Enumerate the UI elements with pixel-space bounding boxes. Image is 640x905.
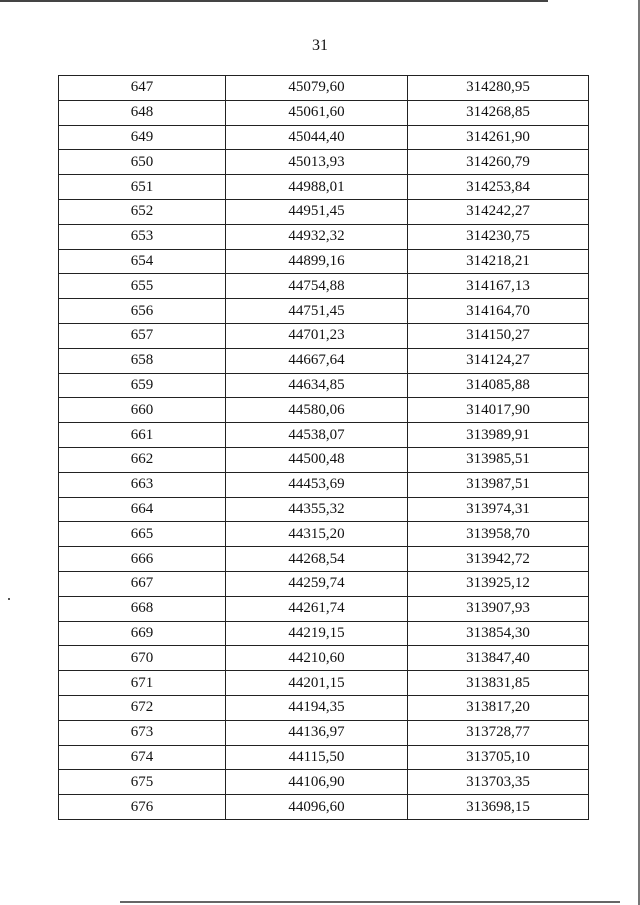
point-number-cell: 655 (59, 274, 226, 299)
x-coordinate-cell: 44701,23 (226, 323, 408, 348)
x-coordinate-cell: 44106,90 (226, 770, 408, 795)
point-number-cell: 667 (59, 571, 226, 596)
point-number-cell: 656 (59, 299, 226, 324)
table-row (59, 274, 589, 299)
x-coordinate-cell: 44453,69 (226, 472, 408, 497)
table-row (59, 795, 589, 820)
x-coordinate-cell: 44115,50 (226, 745, 408, 770)
point-number-cell: 654 (59, 249, 226, 274)
table-row (59, 249, 589, 274)
table-row (59, 770, 589, 795)
table-row (59, 497, 589, 522)
table-row (59, 621, 589, 646)
point-number-cell: 674 (59, 745, 226, 770)
table-row (59, 695, 589, 720)
x-coordinate-cell: 45044,40 (226, 125, 408, 150)
y-coordinate-cell: 313987,51 (408, 472, 589, 497)
y-coordinate-cell: 314268,85 (408, 100, 589, 125)
x-coordinate-cell: 44268,54 (226, 547, 408, 572)
y-coordinate-cell: 313942,72 (408, 547, 589, 572)
table-row (59, 150, 589, 175)
x-coordinate-cell: 44988,01 (226, 175, 408, 200)
coordinates-table (58, 75, 589, 820)
x-coordinate-cell: 44201,15 (226, 671, 408, 696)
y-coordinate-cell: 313703,35 (408, 770, 589, 795)
y-coordinate-cell: 313705,10 (408, 745, 589, 770)
point-number-cell: 650 (59, 150, 226, 175)
table-row (59, 596, 589, 621)
point-number-cell: 647 (59, 76, 226, 101)
point-number-cell: 673 (59, 720, 226, 745)
y-coordinate-cell: 313847,40 (408, 646, 589, 671)
point-number-cell: 671 (59, 671, 226, 696)
x-coordinate-cell: 44210,60 (226, 646, 408, 671)
table-row (59, 199, 589, 224)
table-row (59, 224, 589, 249)
table-row (59, 720, 589, 745)
point-number-cell: 666 (59, 547, 226, 572)
table-row (59, 745, 589, 770)
x-coordinate-cell: 45013,93 (226, 150, 408, 175)
y-coordinate-cell: 314230,75 (408, 224, 589, 249)
table-row (59, 76, 589, 101)
point-number-cell: 663 (59, 472, 226, 497)
table-row (59, 671, 589, 696)
y-coordinate-cell: 314017,90 (408, 398, 589, 423)
x-coordinate-cell: 44667,64 (226, 348, 408, 373)
x-coordinate-cell: 44538,07 (226, 423, 408, 448)
table-row (59, 472, 589, 497)
x-coordinate-cell: 44096,60 (226, 795, 408, 820)
point-number-cell: 660 (59, 398, 226, 423)
table-row (59, 522, 589, 547)
x-coordinate-cell: 44500,48 (226, 447, 408, 472)
table-row (59, 398, 589, 423)
table-row (59, 373, 589, 398)
y-coordinate-cell: 314167,13 (408, 274, 589, 299)
x-coordinate-cell: 44932,32 (226, 224, 408, 249)
x-coordinate-cell: 44580,06 (226, 398, 408, 423)
point-number-cell: 659 (59, 373, 226, 398)
x-coordinate-cell: 44899,16 (226, 249, 408, 274)
y-coordinate-cell: 313974,31 (408, 497, 589, 522)
scan-speck (8, 598, 10, 600)
y-coordinate-cell: 314218,21 (408, 249, 589, 274)
x-coordinate-cell: 44951,45 (226, 199, 408, 224)
x-coordinate-cell: 44219,15 (226, 621, 408, 646)
x-coordinate-cell: 44261,74 (226, 596, 408, 621)
y-coordinate-cell: 314150,27 (408, 323, 589, 348)
point-number-cell: 664 (59, 497, 226, 522)
point-number-cell: 662 (59, 447, 226, 472)
scan-border-bottom (120, 901, 620, 903)
coordinates-table-body (59, 76, 589, 820)
y-coordinate-cell: 314085,88 (408, 373, 589, 398)
point-number-cell: 676 (59, 795, 226, 820)
y-coordinate-cell: 313817,20 (408, 695, 589, 720)
point-number-cell: 652 (59, 199, 226, 224)
table-row (59, 423, 589, 448)
point-number-cell: 670 (59, 646, 226, 671)
x-coordinate-cell: 44259,74 (226, 571, 408, 596)
y-coordinate-cell: 313958,70 (408, 522, 589, 547)
x-coordinate-cell: 44315,20 (226, 522, 408, 547)
table-row (59, 100, 589, 125)
x-coordinate-cell: 44136,97 (226, 720, 408, 745)
table-row (59, 547, 589, 572)
y-coordinate-cell: 314260,79 (408, 150, 589, 175)
table-row (59, 175, 589, 200)
y-coordinate-cell: 313728,77 (408, 720, 589, 745)
x-coordinate-cell: 45061,60 (226, 100, 408, 125)
x-coordinate-cell: 44751,45 (226, 299, 408, 324)
y-coordinate-cell: 313925,12 (408, 571, 589, 596)
point-number-cell: 669 (59, 621, 226, 646)
y-coordinate-cell: 314280,95 (408, 76, 589, 101)
y-coordinate-cell: 314253,84 (408, 175, 589, 200)
point-number-cell: 651 (59, 175, 226, 200)
y-coordinate-cell: 313907,93 (408, 596, 589, 621)
point-number-cell: 648 (59, 100, 226, 125)
scan-border-top (0, 0, 548, 2)
y-coordinate-cell: 314124,27 (408, 348, 589, 373)
x-coordinate-cell: 44194,35 (226, 695, 408, 720)
point-number-cell: 653 (59, 224, 226, 249)
point-number-cell: 672 (59, 695, 226, 720)
y-coordinate-cell: 314261,90 (408, 125, 589, 150)
table-row (59, 571, 589, 596)
table-row (59, 646, 589, 671)
table-row (59, 299, 589, 324)
y-coordinate-cell: 313989,91 (408, 423, 589, 448)
point-number-cell: 658 (59, 348, 226, 373)
point-number-cell: 675 (59, 770, 226, 795)
table-row (59, 323, 589, 348)
y-coordinate-cell: 313698,15 (408, 795, 589, 820)
x-coordinate-cell: 44355,32 (226, 497, 408, 522)
point-number-cell: 649 (59, 125, 226, 150)
x-coordinate-cell: 44634,85 (226, 373, 408, 398)
x-coordinate-cell: 44754,88 (226, 274, 408, 299)
point-number-cell: 657 (59, 323, 226, 348)
x-coordinate-cell: 45079,60 (226, 76, 408, 101)
point-number-cell: 668 (59, 596, 226, 621)
y-coordinate-cell: 313985,51 (408, 447, 589, 472)
y-coordinate-cell: 314242,27 (408, 199, 589, 224)
y-coordinate-cell: 313831,85 (408, 671, 589, 696)
y-coordinate-cell: 313854,30 (408, 621, 589, 646)
page-number: 31 (312, 37, 328, 54)
table-row (59, 447, 589, 472)
point-number-cell: 661 (59, 423, 226, 448)
y-coordinate-cell: 314164,70 (408, 299, 589, 324)
table-row (59, 125, 589, 150)
table-row (59, 348, 589, 373)
point-number-cell: 665 (59, 522, 226, 547)
